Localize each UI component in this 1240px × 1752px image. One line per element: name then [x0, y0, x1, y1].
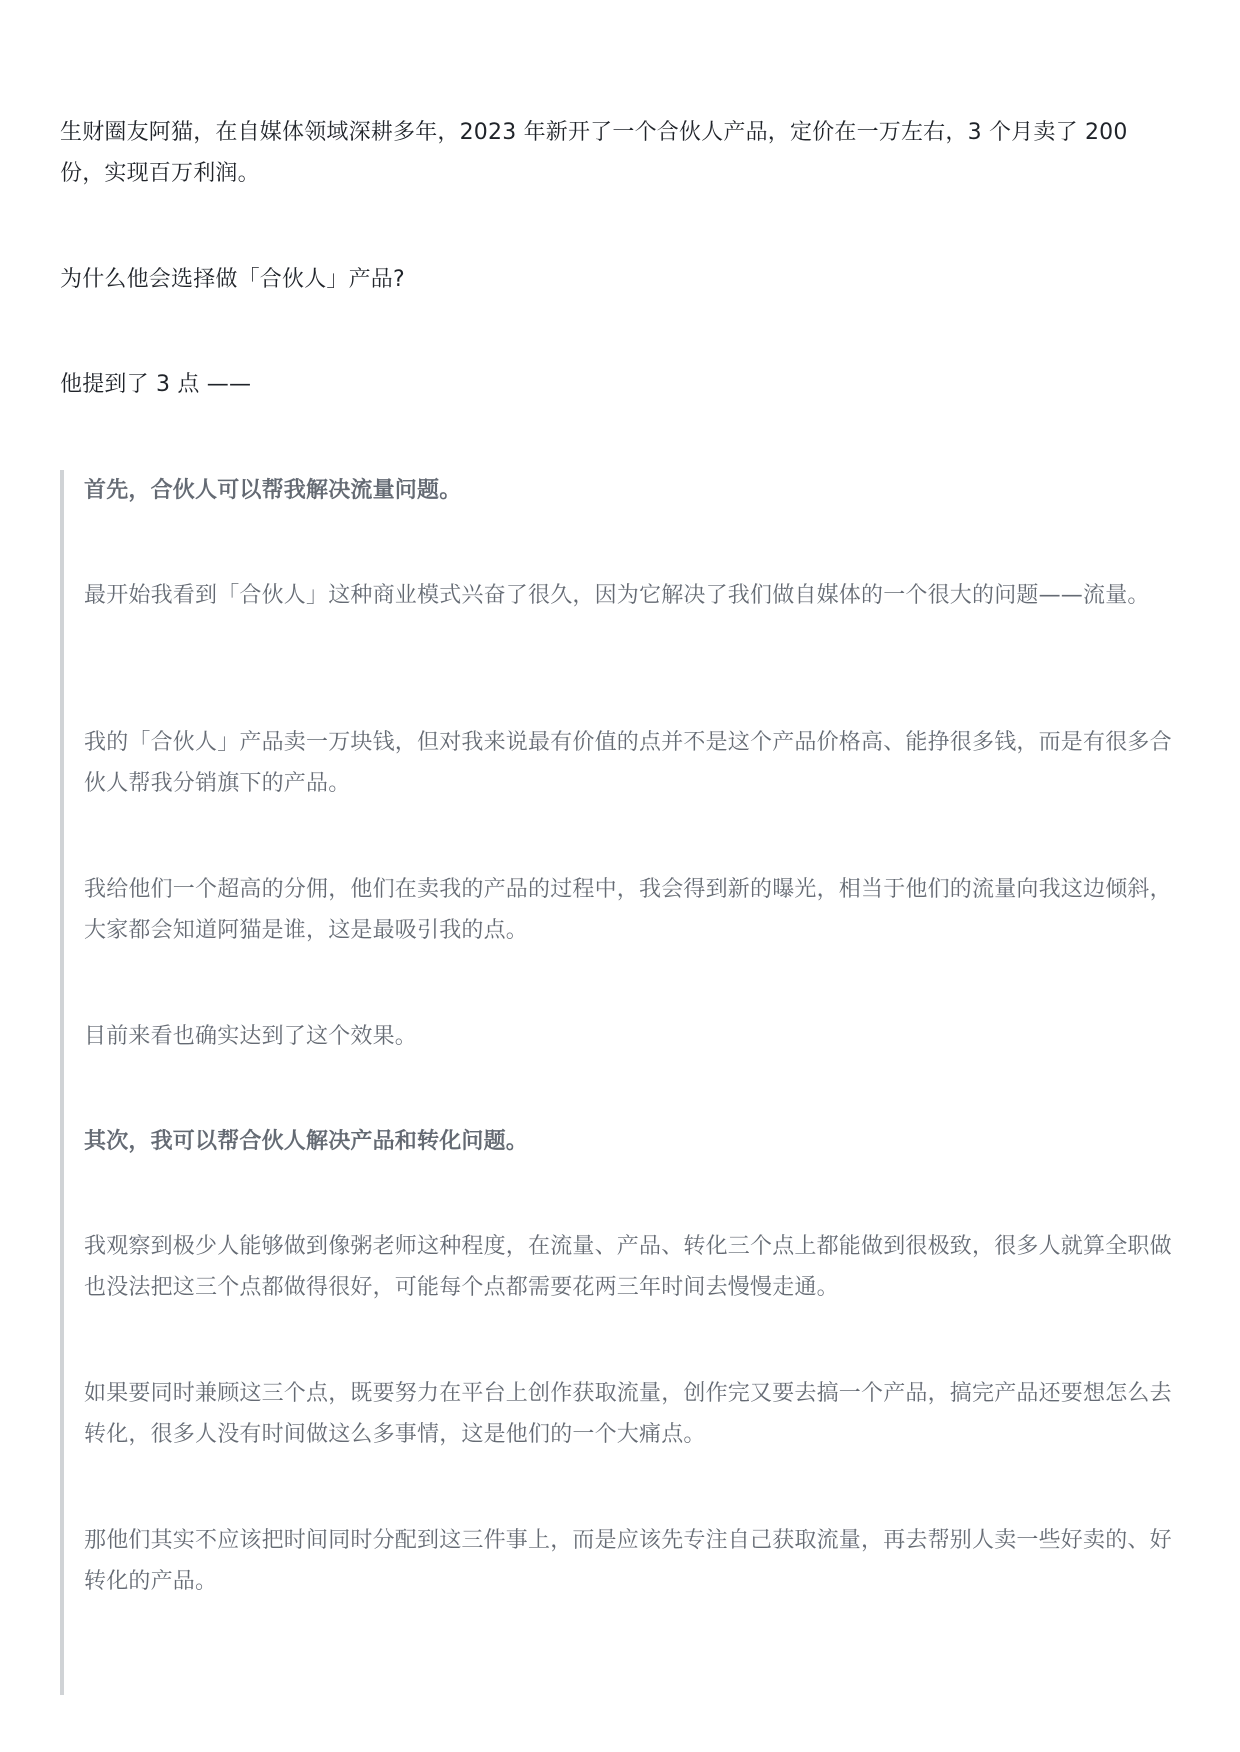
- intro-lead: 他提到了 3 点 ——: [60, 372, 252, 397]
- intro-paragraph-1: 生财圈友阿猫，在自媒体领域深耕多年，2023 年新开了一个合伙人产品，定价在一万左右，3 个月卖了 200 份，实现百万利润。: [60, 120, 1128, 186]
- blockquote: [60, 470, 1180, 1695]
- quote-paragraph-7: 那他们其实不应该把时间同时分配到这三件事上，而是应该先专注自己获取流量，再去帮别人卖一些好卖的、好转化的产品。: [84, 1528, 1172, 1594]
- quote-heading-2: 其次，我可以帮合伙人解决产品和转化问题。: [84, 1129, 529, 1154]
- quote-paragraph-6: 如果要同时兼顾这三个点，既要努力在平台上创作获取流量，创作完又要去搞一个产品，搞完产品还要想怎么去转化，很多人没有时间做这么多事情，这是他们的一个大痛点。: [84, 1381, 1172, 1447]
- quote-paragraph-1: 最开始我看到「合伙人」这种商业模式兴奋了很久，因为它解决了我们做自媒体的一个很大的问题——流量。: [84, 583, 1150, 608]
- quote-paragraph-5: 我观察到极少人能够做到像粥老师这种程度，在流量、产品、转化三个点上都能做到很极致，很多人就算全职做也没法把这三个点都做得很好，可能每个点都需要花两三年时间去慢慢走通。: [84, 1234, 1172, 1300]
- quote-paragraph-2: 我的「合伙人」产品卖一万块钱，但对我来说最有价值的点并不是这个产品价格高、能挣很多钱，而是有很多合伙人帮我分销旗下的产品。: [84, 730, 1172, 796]
- quote-heading-1: 首先，合伙人可以帮我解决流量问题。: [84, 478, 462, 503]
- quote-paragraph-4: 目前来看也确实达到了这个效果。: [84, 1024, 418, 1049]
- quote-paragraph-3: 我给他们一个超高的分佣，他们在卖我的产品的过程中，我会得到新的曝光，相当于他们的流量向我这边倾斜，大家都会知道阿猫是谁，这是最吸引我的点。: [84, 877, 1172, 943]
- intro-question: 为什么他会选择做「合伙人」产品?: [60, 267, 405, 292]
